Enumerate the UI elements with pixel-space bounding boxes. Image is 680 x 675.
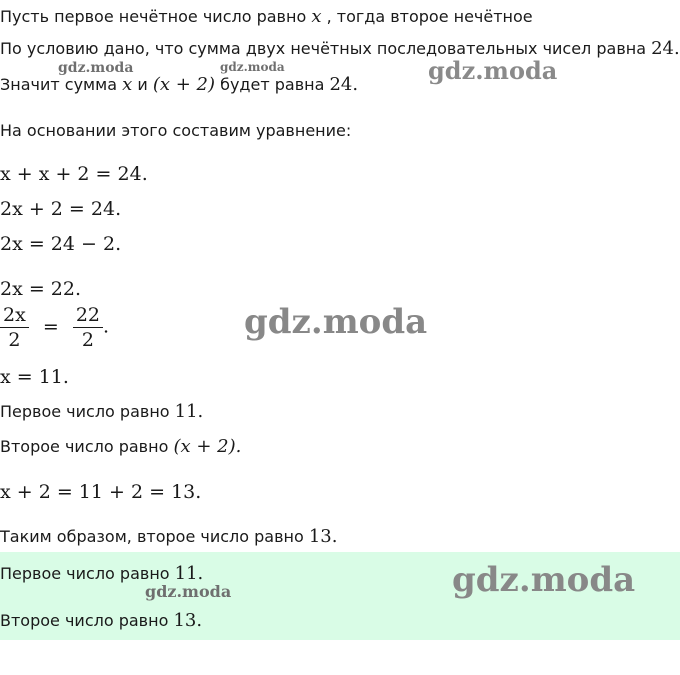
first-number-value: 11. xyxy=(174,401,204,422)
first-number-label: Первое число равно xyxy=(0,402,175,421)
watermark-logo: gdz.moda xyxy=(428,56,558,85)
intro-line-2-num: 24. xyxy=(651,38,680,59)
intro-line-3-var: x xyxy=(122,74,133,95)
intro-line-2-text: По условию дано, что сумма двух нечётных последовательных чисел равна xyxy=(0,39,652,58)
intro-line-1-suffix: , тогда второе нечётное xyxy=(321,7,533,26)
equation-1: x + x + 2 = 24. xyxy=(0,163,148,185)
second-number-label: Второе число равно xyxy=(0,437,174,456)
conclusion-value: 13. xyxy=(308,526,338,547)
fraction-left-denominator: 2 xyxy=(8,329,21,351)
conclusion-label: Таким образом, второе число равно xyxy=(0,527,309,546)
fraction-left xyxy=(0,303,29,352)
intro-line-1-prefix: Пусть первое нечётное число равно xyxy=(0,7,312,26)
intro-line-1 xyxy=(0,6,533,27)
second-number-expr: (x + 2). xyxy=(173,436,242,457)
fraction-right xyxy=(73,303,103,352)
answer-first-label: Первое число равно xyxy=(0,564,175,583)
answer-second-line xyxy=(0,610,202,631)
second-number-line xyxy=(0,436,241,457)
fraction-equals: = xyxy=(42,315,59,338)
equation-4: 2x = 22. xyxy=(0,278,82,300)
intro-line-4: На основании этого составим уравнение: xyxy=(0,121,352,140)
first-number-line xyxy=(0,401,203,422)
intro-line-2 xyxy=(0,38,680,59)
conclusion-line xyxy=(0,526,337,547)
fraction-left-numerator: 2x xyxy=(0,303,29,328)
watermark-logo: gdz.moda xyxy=(244,302,428,342)
intro-line-1-var: x xyxy=(311,6,322,27)
watermark-logo: gdz.moda xyxy=(145,582,232,601)
answer-second-label: Второе число равно xyxy=(0,611,174,630)
answer-second-value: 13. xyxy=(173,610,203,631)
intro-line-3-a: Значит сумма xyxy=(0,75,123,94)
equation-3: 2x = 24 − 2. xyxy=(0,233,122,255)
answer-first-line xyxy=(0,563,203,584)
calculation: x + 2 = 11 + 2 = 13. xyxy=(0,481,202,503)
x-value: x = 11. xyxy=(0,366,69,388)
watermark-logo: gdz.moda xyxy=(452,560,636,600)
intro-line-3 xyxy=(0,74,358,95)
fraction-equation xyxy=(0,303,109,352)
fraction-dot: . xyxy=(103,315,110,338)
watermark-logo: gdz.moda xyxy=(58,60,134,76)
intro-line-3-b: будет равна xyxy=(215,75,330,94)
fraction-right-denominator: 2 xyxy=(81,329,94,351)
equation-2: 2x + 2 = 24. xyxy=(0,198,122,220)
answer-first-value: 11. xyxy=(174,563,204,584)
watermark-logo: gdz.moda xyxy=(220,60,285,74)
intro-line-3-expr: (x + 2) xyxy=(152,74,215,95)
intro-line-3-num: 24. xyxy=(329,74,359,95)
fraction-right-numerator: 22 xyxy=(73,303,103,328)
intro-line-3-and: и xyxy=(132,75,153,94)
